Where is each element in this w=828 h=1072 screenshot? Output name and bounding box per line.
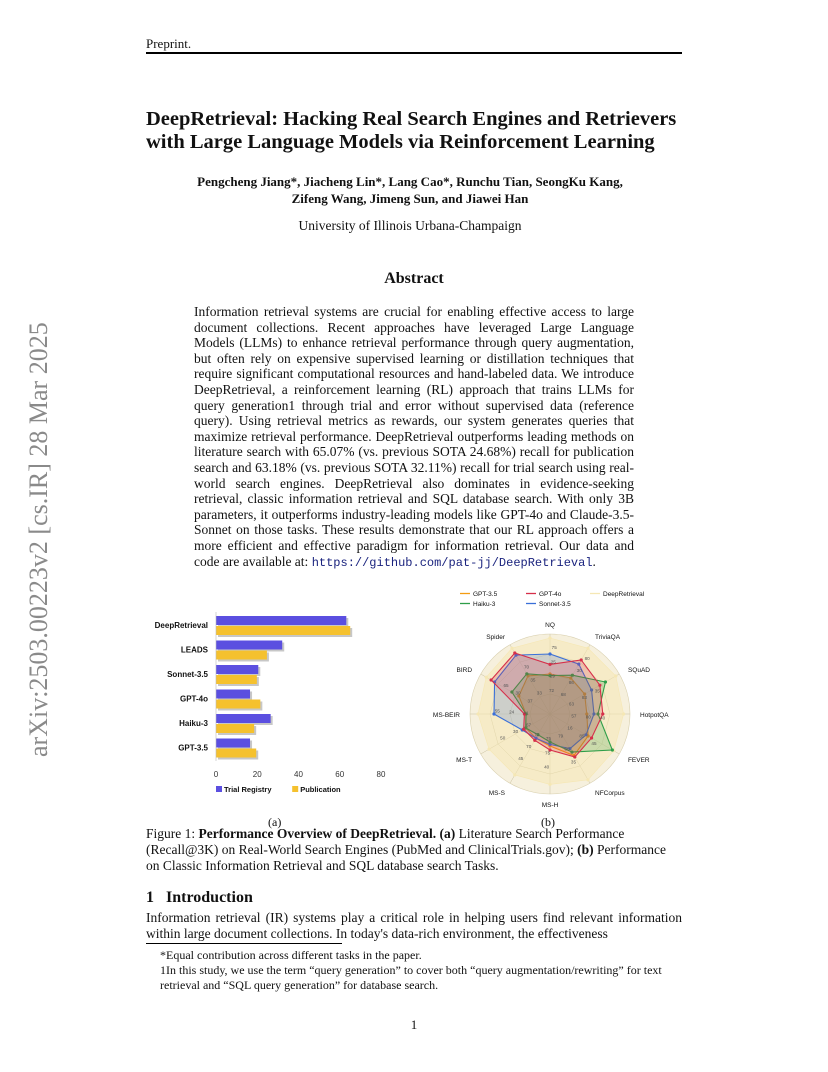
legend-label: GPT-3.5	[473, 591, 498, 598]
radar-axis-label: BIRD	[456, 667, 473, 674]
bar	[216, 714, 271, 723]
x-tick-label: 40	[294, 770, 303, 779]
radar-tick-label: 16	[567, 725, 573, 731]
caption-b-text: Performance on Classic Information Retrieval and SQL database search Tasks.	[146, 842, 666, 873]
header-rule	[146, 52, 682, 54]
author-list	[150, 173, 670, 207]
arxiv-watermark	[0, 0, 74, 1072]
radar-axis-label: SQuAD	[627, 667, 650, 674]
radar-tick-label: 41	[523, 710, 529, 716]
category-label: GPT-4o	[179, 694, 208, 704]
radar-tick-label: 30	[515, 690, 521, 696]
radar-tick-label: 30	[513, 729, 519, 735]
radar-point	[573, 755, 576, 758]
affiliation: University of Illinois Urbana-Champaign	[298, 218, 522, 233]
bar	[216, 724, 254, 733]
radar-tick-label: 65	[503, 682, 509, 688]
abstract-text: Information retrieval systems are crucial for enabling effective access to large document collections. Recent approaches have leveraged Large Language Models (LLMs) to enhance retrieval performance through query augmentation, but often rely on expensive supervised learning or distillation techniques that require significant computational resources and hand-labeled data. We introduce DeepRetrieval, a reinforcement learning (RL) approach that trains LLMs for query generation1 through trial and error without supervised data (reference query). Using retrieval metrics as rewards, our system generates queries that maximize retrieval performance. DeepRetrieval outperforms leading methods on literature search with 65.07% (vs. previous SOTA 24.68%) recall for publication search and 63.18% (vs. previous SOTA 32.11%) recall for trial search using real-world search engines. DeepRetrieval also dominates in evidence-seeking retrieval, classic information retrieval and SQL database search. With only 3B parameters, it outperforms industry-leading models like GPT-4o and Claude-3.5-Sonnet on those tasks. These results demonstrate that our RL approach offers a more efficient and effective paradigm for information retrieval. Our data and code are available at:	[194, 304, 634, 569]
authors-line-2: Zifeng Wang, Jimeng Sun, and Jiawei Han	[291, 191, 529, 206]
radar-axis-label: FEVER	[627, 757, 650, 764]
radar-tick-label: 83	[581, 694, 587, 700]
radar-tick-label: 71	[534, 731, 540, 737]
figure-caption	[146, 826, 682, 874]
footnotes	[146, 948, 682, 993]
legend-label: GPT-4o	[539, 591, 562, 598]
radar-tick-label: 40	[544, 764, 550, 770]
radar-tick-label: 35	[570, 759, 577, 765]
legend-label: DeepRetrieval	[603, 591, 645, 598]
legend-label: Trial Registry	[224, 785, 272, 794]
category-label: LEADS	[180, 645, 208, 655]
radar-tick-label: 30	[576, 668, 582, 674]
radar-point	[513, 651, 516, 654]
footnote-query-generation: 1In this study, we use the term “query generation” to cover both “query augmentation/rewriting” for text retrieval and “SQL query generation” for database search.	[160, 963, 662, 992]
category-label: Haiku-3	[179, 719, 208, 728]
radar-tick-label: 63	[568, 701, 575, 707]
radar-axis-label: Spider	[486, 634, 505, 642]
code-link[interactable]: https://github.com/pat-jj/DeepRetrieval	[311, 555, 593, 570]
bar-chart-literature-search	[146, 606, 396, 806]
legend-swatch	[292, 786, 298, 792]
radar-tick-label: 79	[558, 733, 564, 739]
radar-tick-label: 50	[500, 735, 506, 741]
radar-tick-label: 40	[600, 715, 606, 721]
abstract-body: Information retrieval systems are crucial for enabling effective access to large document collections. Recent approaches have leveraged Large Language Models (LLMs) to enhance retrieval performance through query augmentation, but often rely on expensive supervised learning or distillation techniques that require significant computational resources and hand-labeled data. We introduce DeepRetrieval, a reinforcement learning (RL) approach that trains LLMs for query generation1 through trial and error without supervised data (reference query). Using retrieval metrics as rewards, our system generates queries that maximize retrieval performance. DeepRetrieval outperforms leading methods on literature search with 65.07% (vs. previous SOTA 24.68%) recall for publication search and 63.18% (vs. previous SOTA 32.11%) recall for trial search using real-world search engines. DeepRetrieval also dominates in evidence-seeking retrieval, classic information retrieval and SQL database search. With only 3B parameters, it outperforms industry-leading models like GPT-4o and Claude-3.5-Sonnet on those tasks. These results demonstrate that our RL approach offers a more efficient and effective paradigm for information retrieval. Our data and code are available at: https://github.com/pat-jj/DeepRetrieval.	[194, 304, 634, 570]
x-tick-label: 20	[252, 770, 262, 779]
radar-axis-label: NQ	[545, 622, 555, 629]
radar-point	[598, 684, 601, 687]
intro-paragraph: Information retrieval (IR) systems play a critical role in helping users find relevant information within large document collections. In today's data-rich environment, the effectiveness	[146, 910, 682, 941]
page-number: 1	[410, 1017, 418, 1032]
radar-tick-label: 57	[571, 713, 577, 719]
category-label: Sonnet-3.5	[167, 670, 208, 679]
section-heading	[146, 889, 253, 907]
radar-tick-label: 67	[525, 722, 532, 728]
legend-label: Haiku-3	[473, 601, 496, 608]
radar-point	[548, 783, 551, 786]
radar-tick-label: 45	[591, 741, 597, 747]
radar-point	[586, 778, 589, 781]
radar-tick-label: 75	[545, 750, 551, 756]
subfigure-a-label: (a)	[268, 815, 282, 829]
radar-tick-label: 24	[509, 709, 515, 715]
radar-tick-label: 85	[579, 733, 585, 739]
radar-point	[590, 736, 593, 739]
radar-point	[622, 712, 625, 715]
radar-tick-label: 75	[551, 644, 557, 650]
category-label: GPT-3.5	[178, 743, 208, 753]
x-tick-label: 80	[376, 770, 386, 779]
section-number: 1	[146, 889, 154, 906]
radar-tick-label: 68	[560, 692, 566, 698]
radar-axis-label: HotpotQA	[640, 712, 669, 719]
radar-point	[548, 636, 551, 639]
running-header: Preprint.	[146, 36, 192, 51]
radar-point	[522, 728, 525, 731]
radar-tick-label: 70	[523, 664, 530, 670]
radar-axis-label: NFCorpus	[595, 789, 625, 797]
caption-a-text: Literature Search Performance (Recall@3K) on Real-World Search Engines (PubMed and ClinicalTrials.gov);	[146, 826, 625, 857]
section-title: Introduction	[166, 889, 253, 906]
subfigure-b-label: (b)	[541, 815, 555, 829]
radar-tick-label: 75	[545, 735, 552, 741]
legend-label: Publication	[300, 785, 341, 794]
paper-title: DeepRetrieval: Hacking Real Search Engines and Retrievers with Large Language Models via Reinforcement Learning	[146, 108, 677, 153]
caption-a-marker: (a)	[439, 826, 456, 841]
radar-point	[485, 676, 488, 679]
caption-label: Figure 1:	[146, 826, 196, 841]
footnote-rule	[146, 943, 342, 944]
radar-point	[510, 647, 513, 650]
radar-tick-label: 70	[526, 743, 532, 749]
radar-point	[611, 748, 614, 751]
radar-tick-label: 80	[584, 656, 590, 662]
radar-tick-label: 86	[568, 680, 574, 686]
x-tick-label: 60	[335, 770, 345, 779]
radar-point	[513, 773, 516, 776]
bar	[216, 700, 260, 709]
radar-axis-label: MS-H	[541, 802, 559, 808]
bar	[216, 665, 258, 674]
radar-tick-label: 72	[548, 688, 555, 694]
radar-tick-label: 25	[550, 659, 556, 665]
radar-tick-label: 80	[564, 746, 570, 752]
radar-point	[548, 652, 551, 655]
radar-point	[476, 712, 479, 715]
abstract-heading: Abstract	[384, 270, 444, 287]
radar-axis-label: MS-T	[456, 757, 473, 764]
caption-b-marker: (b)	[577, 842, 594, 857]
radar-axis-label: MS-BEIR	[432, 712, 460, 719]
radar-point	[586, 647, 589, 650]
legend-label: Sonnet-3.5	[539, 601, 571, 608]
bar	[216, 641, 282, 650]
radar-point	[604, 680, 607, 683]
radar-tick-label: 45	[518, 755, 524, 761]
radar-tick-label: 37	[527, 698, 533, 704]
x-tick-label: 0	[213, 770, 219, 779]
radar-tick-label: 35	[530, 677, 536, 683]
bar	[216, 626, 350, 635]
radar-point	[614, 674, 617, 677]
radar-axis-label: MS-S	[488, 789, 505, 797]
legend-swatch	[216, 786, 222, 792]
radar-tick-label: 33	[536, 690, 542, 696]
bar	[216, 651, 267, 660]
bar	[216, 675, 257, 684]
category-label: DeepRetrieval	[154, 621, 208, 630]
radar-point	[580, 658, 583, 661]
footnote-equal-contribution: *Equal contribution across different tasks in the paper.	[160, 948, 422, 962]
bar	[216, 739, 250, 748]
radar-point	[490, 678, 493, 681]
radar-chart-ir-tasks	[420, 586, 682, 808]
arxiv-id: arXiv:2503.00223v2 [cs.IR] 28 Mar 2025	[24, 322, 53, 757]
radar-point	[533, 739, 536, 742]
bar	[216, 749, 256, 758]
bar	[216, 690, 250, 699]
radar-tick-label: 55	[494, 708, 500, 714]
radar-tick-label: 35	[594, 688, 600, 694]
radar-axis-label: TriviaQA	[595, 634, 621, 642]
caption-title: Performance Overview of DeepRetrieval.	[198, 826, 437, 841]
bar	[216, 616, 346, 625]
radar-point	[487, 748, 490, 751]
authors-line-1: Pengcheng Jiang*, Jiacheng Lin*, Lang Cao*, Runchu Tian, SeongKu Kang,	[197, 174, 623, 189]
radar-tick-label: 80	[585, 714, 591, 720]
radar-tick-label: 29	[549, 673, 555, 679]
